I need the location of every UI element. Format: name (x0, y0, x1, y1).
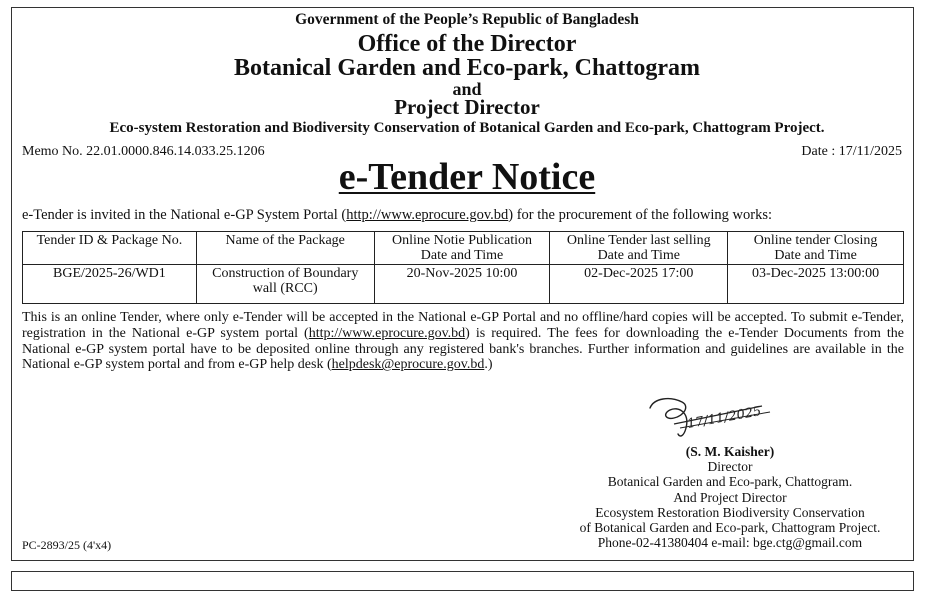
signature-icon (644, 394, 784, 442)
table-header-row (23, 232, 904, 265)
header-package-name: Name of the Package (196, 232, 374, 265)
header-last-selling: Online Tender last selling Date and Time (550, 232, 728, 265)
page-title: e-Tender Notice (338, 156, 596, 198)
notice-date: Date : 17/11/2025 (801, 144, 902, 159)
signatory-project-2: of Botanical Garden and Eco-park, Chattogram Project. (579, 520, 881, 536)
helpdesk-email-link[interactable]: helpdesk@eprocure.gov.bd (331, 357, 485, 373)
header-publication: Online Notie Publication Date and Time (374, 232, 550, 265)
signatory-project-1: Ecosystem Restoration Biodiversity Conservation (595, 504, 865, 520)
invitation-prefix: e-Tender is invited in the National e-GP System Portal ( (22, 207, 347, 223)
invitation-text (22, 207, 772, 224)
header-closing: Online tender Closing Date and Time (728, 232, 904, 265)
cell-closing: 03-Dec-2025 13:00:00 (728, 265, 904, 304)
eprocure-link[interactable]: http://www.eprocure.gov.bd (346, 207, 509, 223)
tender-instructions: This is an online Tender, where only e-Tender will be accepted in the National e-GP Portal and no offline/hard copies will be accepted. To submit e-Tender, registration in the National e-GP system portal (http://www.eprocure.gov.bd) is required. The fees for downloading the e-Tender Documents from the National e-GP system portal have to be deposited online through any registered bank's branches. Further information and guidelines are available in the National e-GP system portal and from e-GP help desk (helpdesk@eprocure.gov.bd.) (22, 310, 904, 373)
signatory-office: Botanical Garden and Eco-park, Chattogram. (607, 474, 853, 490)
signatory-contact: Phone-02-41380404 e-mail: bge.ctg@gmail.com (597, 535, 863, 551)
office-heading: Office of the Director (357, 31, 577, 57)
government-heading: Government of the People’s Republic of Bangladesh (295, 11, 639, 28)
invitation-suffix: ) for the procurement of the following works: (508, 207, 772, 223)
memo-number: Memo No. 22.01.0000.846.14.033.25.1206 (22, 144, 265, 159)
signature-date: 17/11/2025 (686, 404, 763, 432)
signatory-title: Director (707, 459, 753, 475)
project-name-heading: Eco-system Restoration and Biodiversity Conservation of Botanical Garden and Eco-park, Chattogram Project. (109, 120, 825, 136)
garden-heading: Botanical Garden and Eco-park, Chattogram (233, 55, 700, 81)
header-tender-id: Tender ID & Package No. (23, 232, 197, 265)
and-heading: and (452, 79, 482, 99)
tender-table (22, 231, 904, 304)
cell-publication: 20-Nov-2025 10:00 (374, 265, 550, 304)
table-row (23, 265, 904, 304)
signatory-role: And Project Director (673, 489, 787, 505)
cell-tender-id: BGE/2025-26/WD1 (23, 265, 197, 304)
cell-last-selling: 02-Dec-2025 17:00 (550, 265, 728, 304)
project-director-heading: Project Director (394, 95, 540, 119)
next-notice-border (11, 571, 914, 591)
eprocure-link-2[interactable]: http://www.eprocure.gov.bd (308, 325, 466, 341)
cell-package-name: Construction of Boundary wall (RCC) (196, 265, 374, 304)
signature-block (520, 444, 934, 550)
signatory-name: (S. M. Kaisher) (685, 444, 775, 459)
publication-code: PC-2893/25 (4'x4) (22, 538, 112, 552)
